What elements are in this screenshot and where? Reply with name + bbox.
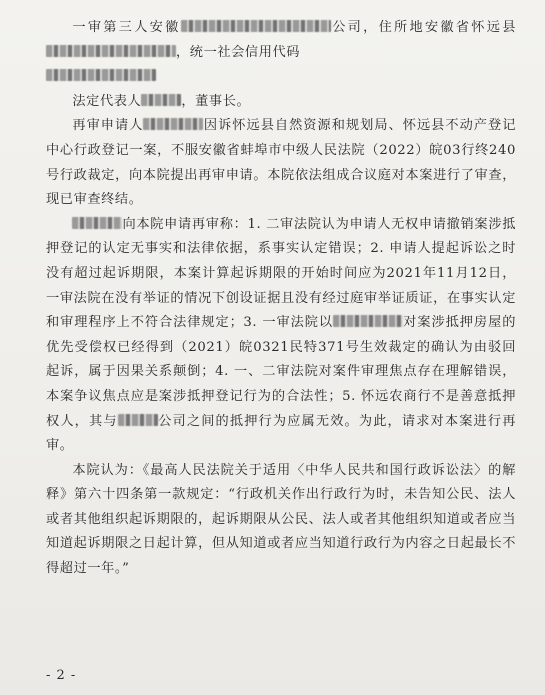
text-segment: 公司，住所地安徽省怀远县 — [330, 20, 516, 35]
text-segment: 一审第三人安徽 — [72, 20, 181, 35]
redacted-applicant-name — [72, 217, 122, 229]
redacted-address — [46, 45, 176, 57]
paragraph-legal-rep — [46, 90, 516, 115]
page-number: - 2 - — [46, 668, 77, 683]
text-segment: 本院认为：《最高人民法院关于适用〈中华人民共和国行政诉讼法〉的解释》第六十四条第一款规定：“行政机关作出行政行为时，未告知公民、法人或者其他组织起诉期限的，起诉期限从公民、法人或者其他组织知道或者应当知道起诉期限之日起计算，但从知道或者应当知道行政行为内容之日起最长不得超过一年。” — [46, 462, 516, 577]
redacted-party-name — [333, 315, 403, 327]
paragraph-retrial-claims — [46, 213, 516, 459]
text-segment: 向本院申请再审称：1. 二审法院认为申请人无权申请撤销案涉抵押登记的认定无事实和法律依据，系事实认定错误；2. 申请人提起诉讼之时没有超过起诉期限，本案计算起诉期限的开始时间应为2021年11月12日，一审法院在没有举证的情况下创设证据且没有经过庭审举证质证，在事实认定和审理程序上不符合法律规定；3. 一审法院以 — [46, 216, 516, 331]
redacted-company-name — [118, 414, 158, 426]
paragraph-third-party — [46, 16, 516, 90]
redacted-company-name — [181, 20, 331, 32]
paragraph-applicant — [46, 114, 516, 212]
text-segment: 法定代表人 — [72, 93, 142, 109]
text-segment: ，统一社会信用代码 — [176, 44, 301, 60]
text-segment: 因诉怀远县自然资源和规划局、怀远县不动产登记中心行政登记一案，不服安徽省蚌埠市中级人民法院（2022）皖03行终240号行政裁定，向本院提出再审申请。本院依法组成合议庭对本案进行了审查，现已审查终结。 — [46, 118, 517, 208]
document-body — [46, 16, 516, 582]
text-segment: 对案涉抵押房屋的优先受偿权已经得到（2021）皖0321民特371号生效裁定的确认为由驳回起诉，属于因果关系颠倒；4. 一、二审法院对案件审理焦点存在理解错误，本案争议焦点应是案涉抵押登记行为的合法性；5. 怀远农商行不是善意抵押权人，其与 — [46, 315, 516, 429]
text-segment: ，董事长。 — [181, 93, 251, 109]
redacted-applicant-name — [143, 118, 203, 130]
text-segment: 公司之间的抵押行为应属无效。为此，请求对本案进行再审。 — [46, 413, 517, 454]
redacted-credit-code — [46, 69, 156, 81]
redacted-rep-name — [141, 94, 181, 106]
text-segment: 再审申请人 — [72, 118, 144, 134]
paragraph-court-opinion — [46, 459, 516, 582]
